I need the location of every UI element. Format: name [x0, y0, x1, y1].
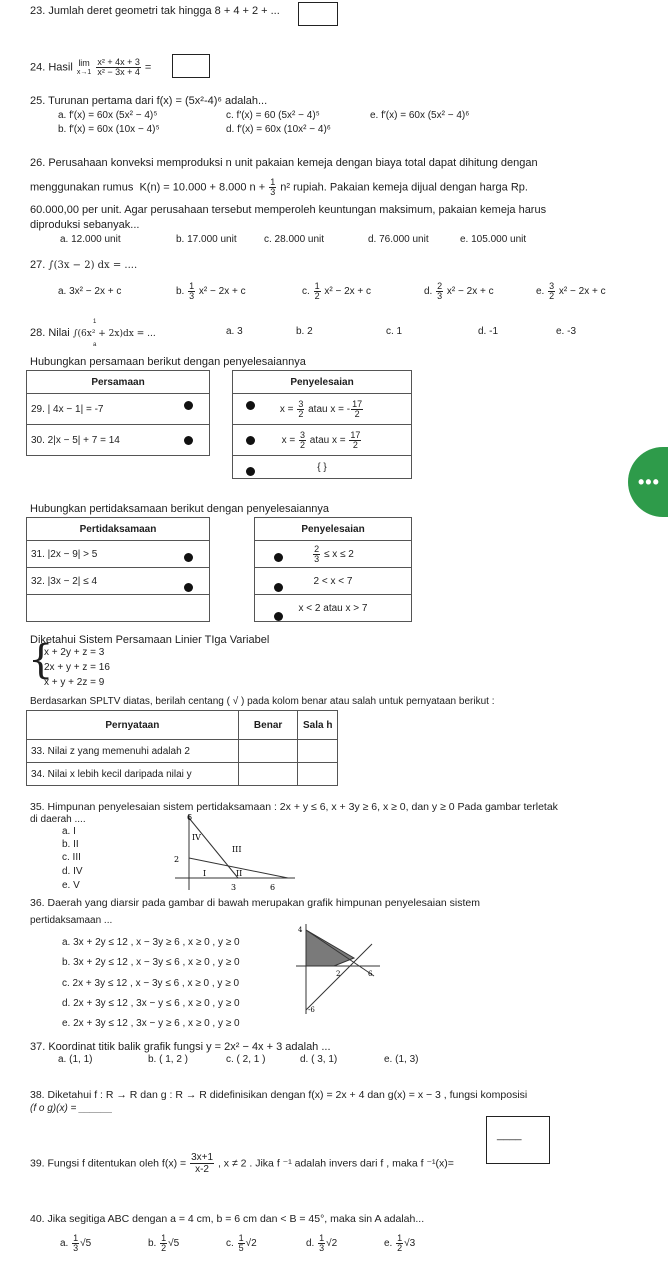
q37-option-d[interactable]: d. ( 3, 1): [300, 1054, 338, 1065]
m1s2-den: 2: [299, 439, 305, 450]
q40-b-root: √5: [168, 1238, 180, 1250]
q35-line-1: [189, 818, 238, 878]
q28-stem: [30, 326, 156, 341]
q36-option-a[interactable]: a. 3x + 2y ≤ 12 , x − 3y ≥ 6 , x ≥ 0 , y ≥ 0: [62, 937, 240, 948]
q26-frac-den: 3: [270, 187, 276, 197]
q26-option-d[interactable]: d. 76.000 unit: [368, 234, 429, 245]
q26-option-b[interactable]: b. 17.000 unit: [176, 234, 237, 245]
spltv-statement-34: 34. Nilai x lebih kecil daripada nilai y: [27, 763, 239, 786]
q27-e-expr: x² − 2x + c: [558, 286, 606, 298]
q28-lower-limit: a: [93, 342, 97, 348]
match2-dot-left-1[interactable]: [184, 553, 193, 562]
q28-option-c[interactable]: c. 1: [386, 326, 403, 337]
q37-option-b[interactable]: b. ( 1, 2 ): [148, 1054, 189, 1065]
q24-equals: =: [144, 61, 152, 74]
q40-d-root: √2: [326, 1238, 338, 1250]
spltv-brace: {: [28, 637, 54, 683]
q40-e-num: 1: [397, 1233, 403, 1243]
match2-item-31: 31. |2x − 9| > 5: [27, 541, 210, 568]
q35-region-II: II: [236, 869, 243, 878]
q35-option-b[interactable]: b. II: [62, 839, 79, 850]
q36-option-e[interactable]: e. 2x + 3y ≤ 12 , 3x − y ≥ 6 , x ≥ 0 , y ≥ 0: [62, 1018, 240, 1029]
q36-graph: [292, 920, 382, 1018]
q25-option-e[interactable]: e. f′(x) = 60x (5x² − 4)⁶: [370, 110, 470, 121]
match1-dot-right-3[interactable]: [246, 467, 255, 476]
match2-title: Hubungkan pertidaksamaan berikut dengan penyelesaiannya: [30, 503, 330, 515]
q40-c-den: 5: [238, 1243, 244, 1253]
q24-lim-sub: x→1: [76, 68, 92, 76]
q40-option-c[interactable]: [226, 1234, 257, 1253]
q35-graph: [170, 810, 300, 898]
q36-label-m6: -6: [308, 1006, 315, 1014]
q26-line3: 60.000,00 per unit. Agar perusahaan tersebut memperoleh keuntungan maksimum, pakaian kemeja harus: [30, 204, 547, 216]
q37-option-a[interactable]: a. (1, 1): [58, 1054, 93, 1065]
q36-label-4: 4: [298, 926, 303, 934]
match2-solution-2: 2 < x < 7: [255, 568, 412, 595]
spltv-33-true-cell[interactable]: [238, 740, 298, 763]
q36-option-d[interactable]: d. 2x + 3y ≤ 12 , 3x − y ≤ 6 , x ≥ 0 , y ≥ 0: [62, 998, 240, 1009]
spltv-table: [26, 710, 338, 786]
q28-option-a[interactable]: a. 3: [226, 326, 243, 337]
match1-left-table: [26, 370, 210, 456]
q36-label-6: 6: [368, 970, 373, 978]
q24-denominator: x² − 3x + 4: [97, 67, 140, 77]
q24-numerator: x² + 4x + 3: [97, 57, 140, 67]
q39-answer-box[interactable]: [486, 1116, 550, 1164]
q36-line2: pertidaksamaan ...: [30, 915, 113, 926]
q39-den: x-2: [195, 1164, 209, 1175]
q40-e-den: 2: [397, 1243, 403, 1253]
q28-option-b[interactable]: b. 2: [296, 326, 313, 337]
q40-c-label: c.: [226, 1238, 234, 1250]
m1s1-num: 3: [298, 398, 304, 409]
question-24: [30, 58, 151, 77]
m1s1-den: 2: [298, 408, 304, 419]
q27-b-label: b.: [176, 286, 185, 298]
q35-region-III: III: [232, 845, 242, 854]
q40-d-den: 3: [319, 1243, 325, 1253]
q35-option-c[interactable]: c. III: [62, 852, 81, 863]
m1s2-den2: 2: [352, 439, 358, 450]
q40-e-root: √3: [404, 1238, 416, 1250]
q26-line2: [30, 178, 528, 197]
q40-a-label: a.: [60, 1238, 69, 1250]
m1s2-pre: x =: [281, 434, 296, 446]
match2-dot-left-2[interactable]: [184, 583, 193, 592]
q28-integral: ∫(6x² + 2x)dx = ...: [72, 329, 156, 339]
spltv-header-true: Benar: [238, 711, 298, 740]
match2-item-32: 32. |3x − 2| ≤ 4: [27, 568, 210, 595]
q39-pre: 39. Fungsi f ditentukan oleh f(x) =: [30, 1157, 187, 1170]
q26-formula-a: K(n) = 10.000 + 8.000 n +: [139, 181, 266, 194]
spltv-title: Diketahui Sistem Persamaan Linier TIga Variabel: [30, 634, 270, 646]
m1s2-num2: 17: [350, 429, 361, 440]
match1-dot-left-2[interactable]: [184, 436, 193, 445]
match2-dot-right-1[interactable]: [274, 553, 283, 562]
q40-option-b[interactable]: [148, 1234, 179, 1253]
match1-solution-2: [233, 425, 412, 456]
q27-option-e[interactable]: [536, 282, 606, 301]
spltv-33-false-cell[interactable]: [298, 740, 338, 763]
q25-option-d[interactable]: d. f′(x) = 60x (10x² − 4)⁶: [226, 124, 331, 135]
q27-stem: [30, 258, 137, 273]
question-23: [30, 4, 280, 18]
q27-c-num: 1: [314, 281, 320, 291]
m1s2-num: 3: [299, 429, 305, 440]
q27-option-a[interactable]: a. 3x² − 2x + c: [58, 286, 122, 297]
q27-c-den: 2: [314, 291, 320, 301]
q25-option-b[interactable]: b. f′(x) = 60x (10x − 4)⁵: [58, 124, 160, 135]
q40-a-den: 3: [73, 1243, 79, 1253]
q40-e-label: e.: [384, 1238, 393, 1250]
q35-label-2: 2: [174, 855, 180, 864]
match1-title: Hubungkan persamaan berikut dengan penyelesaiannya: [30, 356, 306, 368]
q37-option-c[interactable]: c. ( 2, 1 ): [226, 1054, 266, 1065]
q27-c-expr: x² − 2x + c: [324, 286, 372, 298]
match1-solution-1: [233, 394, 412, 425]
q37-option-e[interactable]: e. (1, 3): [384, 1054, 419, 1065]
q36-option-b[interactable]: b. 3x + 2y ≤ 12 , x − 3y ≤ 6 , x ≥ 0 , y ≥ 0: [62, 957, 240, 968]
q35-label-3: 3: [231, 883, 237, 892]
q35-option-d[interactable]: d. IV: [62, 866, 83, 877]
q24-lim: lim: [78, 57, 90, 68]
spltv-instruction: Berdasarkan SPLTV diatas, berilah centang ( √ ) pada kolom benar atau salah untuk pernyataan berikut :: [30, 696, 495, 707]
q27-d-den: 3: [437, 291, 443, 301]
spltv-34-true-cell[interactable]: [238, 763, 298, 786]
q27-option-c[interactable]: [302, 282, 371, 301]
more-icon: •••: [638, 472, 660, 492]
m2s1-den: 3: [314, 553, 320, 564]
q26-option-e[interactable]: e. 105.000 unit: [460, 234, 527, 245]
q27-d-num: 2: [437, 281, 443, 291]
spltv-eq-2: 2x + y + z = 16: [44, 662, 110, 673]
match2-left-table: [26, 517, 210, 622]
q28-text: 28. Nilai: [30, 327, 70, 339]
q38-line2: (f o g)(x) = ______: [30, 1103, 113, 1114]
q40-b-label: b.: [148, 1238, 157, 1250]
q36-option-c[interactable]: c. 2x + 3y ≤ 12 , x − 3y ≤ 6 , x ≥ 0 , y ≥ 0: [62, 978, 240, 989]
match1-dot-right-1[interactable]: [246, 401, 255, 410]
q27-d-expr: x² − 2x + c: [446, 286, 494, 298]
q35-line2: di daerah ....: [30, 814, 86, 825]
match1-item-29: 29. | 4x − 1| = -7: [27, 394, 210, 425]
q36-label-2: 2: [336, 970, 341, 978]
match1-left-header: Persamaan: [27, 371, 210, 394]
q27-number: 27.: [30, 259, 46, 271]
q35-line1: 35. Himpunan penyelesaian sistem pertidaksamaan : 2x + y ≤ 6, x + 3y ≥ 6, x ≥ 0, dan y ≥ 0 Pada gambar terletak: [30, 801, 558, 813]
q27-option-b[interactable]: [176, 282, 246, 301]
match1-right-header: Penyelesaian: [233, 371, 412, 394]
m1s2-mid: atau x =: [309, 434, 346, 446]
q26-formula-b: n² rupiah. Pakaian kemeja dijual dengan harga Rp.: [280, 181, 528, 194]
q24-answer-box[interactable]: [172, 54, 210, 78]
q40-b-den: 2: [161, 1243, 167, 1253]
match2-empty-row: [27, 595, 210, 622]
q40-c-num: 1: [238, 1233, 244, 1243]
q26-option-c[interactable]: c. 28.000 unit: [264, 234, 325, 245]
q27-e-num: 3: [549, 281, 555, 291]
spltv-header-statement: Pernyataan: [27, 711, 239, 740]
q35-label-6b: 6: [270, 883, 276, 892]
q28-upper-limit: 1: [93, 319, 97, 325]
match2-left-header: Pertidaksamaan: [27, 518, 210, 541]
match1-item-30: 30. 2|x − 5| + 7 = 14: [27, 425, 210, 456]
spltv-34-false-cell[interactable]: [298, 763, 338, 786]
q26-line1: 26. Perusahaan konveksi memproduksi n unit pakaian kemeja dengan biaya total dapat dihitung dengan: [30, 157, 538, 169]
q23-text: 23. Jumlah deret geometri tak hingga 8 + 4 + 2 + ...: [30, 5, 280, 17]
q39-answer-blank: ____: [497, 1129, 522, 1141]
floating-menu-button[interactable]: [628, 447, 668, 517]
q39-num: 3x+1: [191, 1152, 214, 1163]
match1-solution-3: { }: [233, 456, 412, 479]
q40-d-label: d.: [306, 1238, 315, 1250]
q24-prefix: 24. Hasil: [30, 61, 73, 74]
spltv-eq-3: x + y + 2z = 9: [44, 677, 105, 688]
q27-b-num: 1: [189, 281, 195, 291]
q39-stem: [30, 1152, 454, 1175]
q38-line1: 38. Diketahui f : R → R dan g : R → R didefinisikan dengan f(x) = 2x + 4 dan g(x) = x − 3 , fungsi komposisi: [30, 1089, 528, 1101]
match2-right-header: Penyelesaian: [255, 518, 412, 541]
q35-region-IV: IV: [192, 833, 201, 842]
q40-option-d[interactable]: [306, 1234, 337, 1253]
q25-option-c[interactable]: c. f′(x) = 60 (5x² − 4)⁵: [226, 110, 320, 121]
q27-b-den: 3: [189, 291, 195, 301]
spltv-statement-33: 33. Nilai z yang memenuhi adalah 2: [27, 740, 239, 763]
match2-right-table: [254, 517, 412, 622]
q35-region-I: I: [203, 869, 207, 878]
match1-right-table: [232, 370, 412, 479]
q40-option-e[interactable]: [384, 1234, 415, 1253]
q40-c-root: √2: [245, 1238, 257, 1250]
q40-d-num: 1: [319, 1233, 325, 1243]
q40-option-a[interactable]: [60, 1234, 91, 1253]
q35-option-e[interactable]: e. V: [62, 880, 80, 891]
match2-dot-right-3[interactable]: [274, 612, 283, 621]
q25-option-a[interactable]: a. f′(x) = 60x (5x² − 4)⁵: [58, 110, 158, 121]
q27-option-d[interactable]: [424, 282, 494, 301]
m1s1-mid: atau x = -: [308, 403, 351, 415]
q35-option-a[interactable]: a. I: [62, 826, 76, 837]
q28-option-e[interactable]: e. -3: [556, 326, 577, 337]
q27-e-den: 2: [549, 291, 555, 301]
match1-dot-right-2[interactable]: [246, 436, 255, 445]
m1s1-pre: x =: [279, 403, 294, 415]
q27-c-label: c.: [302, 286, 310, 298]
q39-post: , x ≠ 2 . Jika f ⁻¹ adalah invers dari f , maka f ⁻¹(x)=: [217, 1157, 454, 1170]
q35-label-6: 6: [187, 813, 193, 822]
q26-option-a[interactable]: a. 12.000 unit: [60, 234, 121, 245]
m2s1-post: ≤ x ≤ 2: [323, 548, 354, 560]
q26-line4: diproduksi sebanyak...: [30, 219, 140, 231]
q26-frac-num: 1: [270, 177, 276, 187]
q25-text: 25. Turunan pertama dari f(x) = (5x²-4)⁶ adalah...: [30, 95, 268, 107]
q37-text: 37. Koordinat titik balik grafik fungsi y = 2x² − 4x + 3 adalah ...: [30, 1041, 331, 1053]
q27-b-expr: x² − 2x + c: [198, 286, 246, 298]
m2s1-num: 2: [314, 543, 320, 554]
q27-integral: ∫(3x − 2) dx = ....: [48, 260, 138, 271]
m1s1-num2: 17: [352, 398, 363, 409]
q40-a-root: √5: [80, 1238, 92, 1250]
match2-dot-right-2[interactable]: [274, 583, 283, 592]
q27-e-label: e.: [536, 286, 545, 298]
q40-a-num: 1: [73, 1233, 79, 1243]
spltv-eq-1: x + 2y + z = 3: [44, 647, 105, 658]
spltv-header-false: Sala h: [298, 711, 338, 740]
q26-line2a: menggunakan rumus: [30, 181, 134, 194]
q40-b-num: 1: [161, 1233, 167, 1243]
q28-option-d[interactable]: d. -1: [478, 326, 499, 337]
m1s1-den2: 2: [354, 408, 360, 419]
q27-d-label: d.: [424, 286, 433, 298]
q36-line1: 36. Daerah yang diarsir pada gambar di bawah merupakan grafik himpunan penyelesaian sistem: [30, 897, 481, 909]
q40-text: 40. Jika segitiga ABC dengan a = 4 cm, b = 6 cm dan < B = 45°, maka sin A adalah...: [30, 1213, 425, 1225]
q23-answer-box[interactable]: [298, 2, 338, 26]
match1-dot-left-1[interactable]: [184, 401, 193, 410]
match2-solution-3: x < 2 atau x > 7: [255, 595, 412, 622]
